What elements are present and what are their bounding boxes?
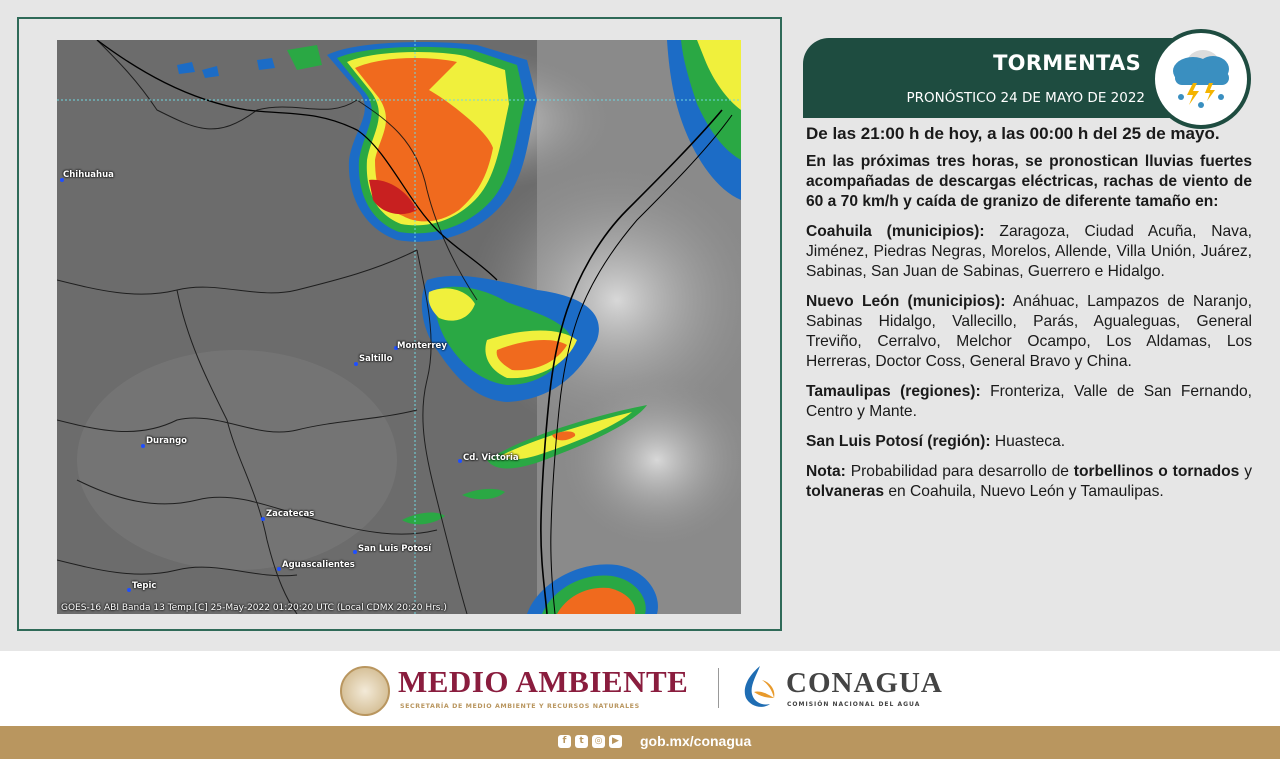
city-dot — [127, 588, 131, 592]
forecast-intro: En las próximas tres horas, se pronostican lluvias fuertes acompañadas de descargas eléctricas, rachas de viento de 60 a 70 km/h y caída de granizo de diferente tamaño en: — [806, 153, 1252, 210]
city-dot — [354, 362, 358, 366]
instagram-icon[interactable]: ◎ — [592, 735, 605, 748]
note-bold-tolvaneras: tolvaneras — [806, 483, 885, 500]
region-text: Huasteca. — [990, 433, 1066, 450]
facebook-icon[interactable]: f — [558, 735, 571, 748]
region-coahuila — [806, 222, 1252, 282]
medio-ambiente-logo-subtitle: SECRETARÍA DE MEDIO AMBIENTE Y RECURSOS NATURALES — [400, 703, 640, 710]
city-dot — [141, 444, 145, 448]
region-label: Nuevo León (municipios): — [806, 293, 1006, 310]
region-label: San Luis Potosí (región): — [806, 433, 991, 450]
city-label-zacatecas: Zacatecas — [266, 509, 315, 519]
city-dot — [261, 517, 265, 521]
conagua-logo-title: CONAGUA — [786, 667, 943, 699]
youtube-icon[interactable]: ▶ — [609, 735, 622, 748]
note-text: en Coahuila, Nuevo León y Tamaulipas. — [884, 483, 1164, 500]
note-text: Probabilidad para desarrollo de — [845, 463, 1074, 480]
city-label-cd-victoria: Cd. Victoria — [463, 453, 519, 463]
city-label-aguascalientes: Aguascalientes — [282, 560, 355, 570]
page-title: TORMENTAS — [993, 51, 1141, 75]
note-bold-tornados: torbellinos o tornados — [1073, 463, 1240, 480]
region-text: Zaragoza, Ciudad Acuña, Nava, Jiménez, Piedras Negras, Morelos, Allende, Villa Unión, Juárez, Sabinas, San Juan de Sabinas, Guerrero e Hidalgo. — [806, 223, 1252, 280]
region-label: Coahuila (municipios): — [806, 223, 985, 240]
region-text: Fronteriza, Valle de San Fernando, Centro y Mante. — [806, 383, 1252, 420]
city-dot — [458, 459, 462, 463]
region-san-luis-potosi — [806, 432, 1252, 452]
forecast-date: PRONÓSTICO 24 DE MAYO DE 2022 — [906, 90, 1145, 106]
note-text: y — [1239, 463, 1252, 480]
social-links — [558, 735, 622, 748]
forecast-period: De las 21:00 h de hoy, a las 00:00 h del 25 de mayo. — [806, 124, 1220, 143]
national-seal-icon — [340, 666, 390, 716]
region-nuevo-leon — [806, 292, 1252, 372]
region-text: Anáhuac, Lampazos de Naranjo, Sabinas Hidalgo, Vallecillo, Parás, Agualeguas, General Treviño, Cerralvo, Melchor Ocampo, Los Aldamas, Los Herreras, Doctor Coss, General Bravo y China. — [806, 293, 1252, 370]
conagua-logo-icon — [740, 664, 780, 714]
note — [806, 462, 1252, 502]
city-label-chihuahua: Chihuahua — [63, 170, 114, 180]
divider — [718, 668, 719, 708]
map-caption: GOES-16 ABI Banda 13 Temp.[C] 25-May-2022 01:20:20 UTC (Local CDMX 20:20 Hrs.) — [61, 603, 447, 613]
conagua-logo-subtitle: COMISIÓN NACIONAL DEL AGUA — [787, 701, 921, 708]
medio-ambiente-logo-title: MEDIO AMBIENTE — [398, 664, 689, 699]
forecast-text — [806, 124, 1252, 512]
note-label: Nota: — [806, 463, 846, 480]
region-tamaulipas — [806, 382, 1252, 422]
satellite-imagery — [57, 40, 741, 614]
city-dot — [277, 567, 281, 571]
city-label-tepic: Tepic — [132, 581, 157, 591]
website-link[interactable]: gob.mx/conagua — [640, 733, 752, 749]
twitter-icon[interactable]: t — [575, 735, 588, 748]
header-banner — [803, 38, 1175, 118]
city-label-durango: Durango — [146, 436, 188, 446]
city-label-saltillo: Saltillo — [359, 354, 393, 364]
city-label-monterrey: Monterrey — [397, 341, 447, 351]
satellite-map — [57, 40, 741, 614]
storm-cloud-lightning-icon — [1151, 29, 1251, 129]
city-label-san-luis-potosi: San Luis Potosí — [358, 544, 432, 554]
city-dot — [353, 550, 357, 554]
region-label: Tamaulipas (regiones): — [806, 383, 981, 400]
